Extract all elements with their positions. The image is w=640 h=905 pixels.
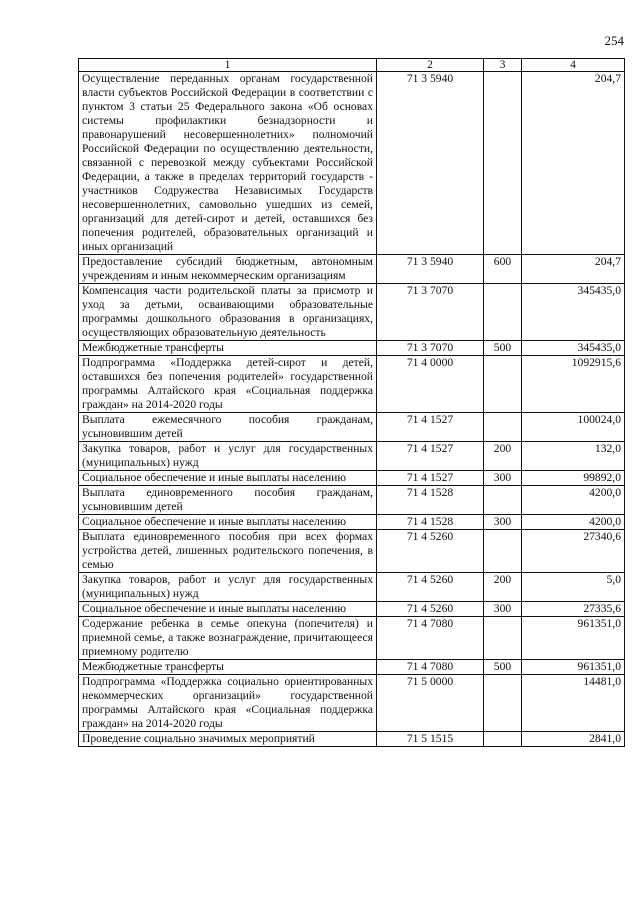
row-code-cell: 71 4 5260: [377, 530, 484, 573]
row-expense-type-cell: [484, 732, 522, 747]
row-amount-cell: 5,0: [522, 573, 625, 602]
budget-table: [78, 58, 625, 747]
row-expense-type-cell: 500: [484, 660, 522, 675]
row-code-cell: 71 4 5260: [377, 573, 484, 602]
table-row: [79, 284, 625, 341]
row-expense-type-cell: 300: [484, 602, 522, 617]
row-amount-cell: 132,0: [522, 442, 625, 471]
table-row: [79, 732, 625, 747]
row-amount-cell: 961351,0: [522, 617, 625, 660]
row-code-cell: 71 4 1528: [377, 515, 484, 530]
row-expense-type-cell: 200: [484, 442, 522, 471]
row-amount-cell: 204,7: [522, 255, 625, 284]
table-row: [79, 471, 625, 486]
row-amount-cell: 4200,0: [522, 515, 625, 530]
table-row: [79, 356, 625, 413]
row-expense-type-cell: [484, 617, 522, 660]
row-code-cell: 71 3 7070: [377, 341, 484, 356]
row-expense-type-cell: 300: [484, 471, 522, 486]
row-code-cell: 71 3 7070: [377, 284, 484, 341]
row-expense-type-cell: 200: [484, 573, 522, 602]
table-row: [79, 675, 625, 732]
row-amount-cell: 345435,0: [522, 284, 625, 341]
row-code-cell: 71 5 0000: [377, 675, 484, 732]
row-name-cell: Выплата единовременного пособия гражданам, усыновившим детей: [79, 486, 377, 515]
row-code-cell: 71 5 1515: [377, 732, 484, 747]
row-expense-type-cell: [484, 675, 522, 732]
row-name-cell: Выплата единовременного пособия при всех формах устройства детей, лишенных родительского попечения, в семью: [79, 530, 377, 573]
table-row: [79, 530, 625, 573]
row-name-cell: Социальное обеспечение и иные выплаты населению: [79, 471, 377, 486]
table-header-row: [79, 59, 625, 72]
row-amount-cell: 100024,0: [522, 413, 625, 442]
table-row: [79, 602, 625, 617]
row-name-cell: Компенсация части родительской платы за присмотр и уход за детьми, осваивающими образовательные программы дошкольного образования в организациях, осуществляющих образовательную деятельность: [79, 284, 377, 341]
table-row: [79, 617, 625, 660]
table-row: [79, 573, 625, 602]
row-amount-cell: 14481,0: [522, 675, 625, 732]
table-row: [79, 660, 625, 675]
table-row: [79, 413, 625, 442]
table-row: [79, 341, 625, 356]
column-header-4: 4: [522, 59, 625, 72]
row-code-cell: 71 4 0000: [377, 356, 484, 413]
row-name-cell: Проведение социально значимых мероприятий: [79, 732, 377, 747]
row-code-cell: 71 4 7080: [377, 617, 484, 660]
table-row: [79, 255, 625, 284]
row-code-cell: 71 4 1527: [377, 471, 484, 486]
row-expense-type-cell: [484, 413, 522, 442]
row-expense-type-cell: [484, 284, 522, 341]
row-name-cell: Осуществление переданных органам государственной власти субъектов Российской Федерации в соответствии с пунктом 3 статьи 25 Федерального закона «Об основах системы профилактики безнадзорности и правонарушений несовершеннолетних» полномочий Российской Федерации по осуществлению деятельности, связанной с перевозкой между субъектами Российской Федерации, а также в пределах территорий государств - участников Содружества Независимых Государств несовершеннолетних, самовольно ушедших из семей, организаций для детей-сирот и детей, оставшихся без попечения родителей, образовательных организаций и иных организаций: [79, 72, 377, 255]
row-amount-cell: 99892,0: [522, 471, 625, 486]
row-name-cell: Предоставление субсидий бюджетным, автономным учреждениям и иным некоммерческим организациям: [79, 255, 377, 284]
row-code-cell: 71 4 1528: [377, 486, 484, 515]
row-code-cell: 71 4 5260: [377, 602, 484, 617]
row-amount-cell: 961351,0: [522, 660, 625, 675]
row-expense-type-cell: 500: [484, 341, 522, 356]
row-name-cell: Межбюджетные трансферты: [79, 660, 377, 675]
row-code-cell: 71 3 5940: [377, 255, 484, 284]
row-expense-type-cell: 600: [484, 255, 522, 284]
row-expense-type-cell: [484, 486, 522, 515]
column-header-2: 2: [377, 59, 484, 72]
row-expense-type-cell: [484, 356, 522, 413]
row-name-cell: Подпрограмма «Поддержка детей-сирот и детей, оставшихся без попечения родителей» государственной программы Алтайского края «Социальная поддержка граждан» на 2014-2020 годы: [79, 356, 377, 413]
row-expense-type-cell: [484, 530, 522, 573]
row-amount-cell: 27335,6: [522, 602, 625, 617]
column-header-3: 3: [484, 59, 522, 72]
table-row: [79, 515, 625, 530]
row-amount-cell: 1092915,6: [522, 356, 625, 413]
row-name-cell: Закупка товаров, работ и услуг для государственных (муниципальных) нужд: [79, 573, 377, 602]
row-code-cell: 71 4 1527: [377, 442, 484, 471]
row-code-cell: 71 4 1527: [377, 413, 484, 442]
table-row: [79, 486, 625, 515]
row-name-cell: Закупка товаров, работ и услуг для государственных (муниципальных) нужд: [79, 442, 377, 471]
row-code-cell: 71 4 7080: [377, 660, 484, 675]
row-expense-type-cell: 300: [484, 515, 522, 530]
row-name-cell: Социальное обеспечение и иные выплаты населению: [79, 602, 377, 617]
row-amount-cell: 345435,0: [522, 341, 625, 356]
row-code-cell: 71 3 5940: [377, 72, 484, 255]
row-name-cell: Межбюджетные трансферты: [79, 341, 377, 356]
table-body: [79, 72, 625, 747]
row-expense-type-cell: [484, 72, 522, 255]
page-number: 254: [604, 33, 624, 48]
row-amount-cell: 2841,0: [522, 732, 625, 747]
row-name-cell: Социальное обеспечение и иные выплаты населению: [79, 515, 377, 530]
row-amount-cell: 4200,0: [522, 486, 625, 515]
row-name-cell: Выплата ежемесячного пособия гражданам, усыновившим детей: [79, 413, 377, 442]
row-amount-cell: 204,7: [522, 72, 625, 255]
table-row: [79, 72, 625, 255]
row-amount-cell: 27340,6: [522, 530, 625, 573]
row-name-cell: Подпрограмма «Поддержка социально ориентированных некоммерческих организаций» государственной программы Алтайского края «Социальная поддержка граждан» на 2014-2020 годы: [79, 675, 377, 732]
column-header-1: 1: [79, 59, 377, 72]
table-row: [79, 442, 625, 471]
row-name-cell: Содержание ребенка в семье опекуна (попечителя) и приемной семье, а также вознаграждение, причитающееся приемному родителю: [79, 617, 377, 660]
